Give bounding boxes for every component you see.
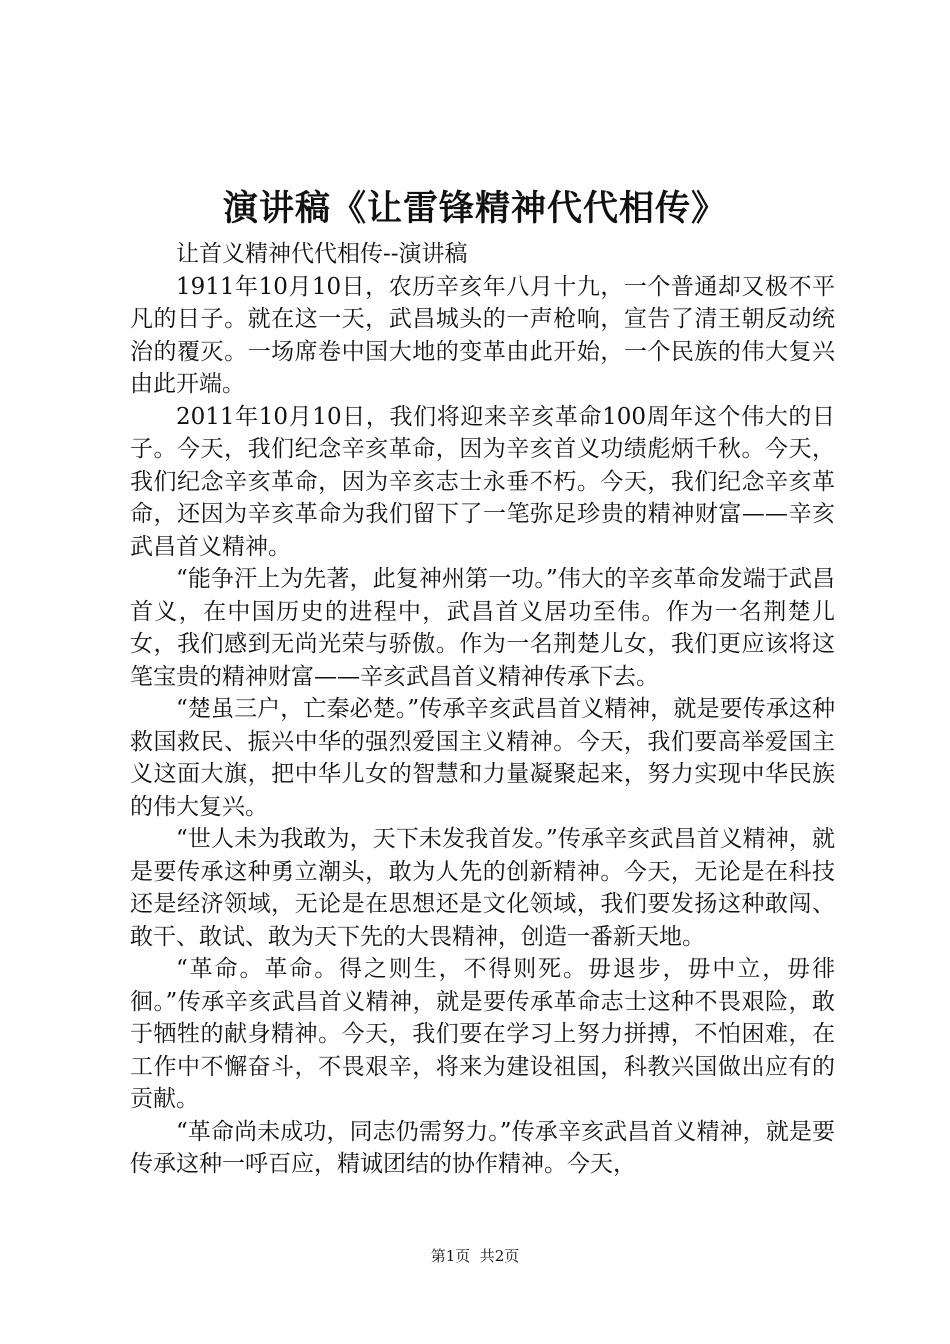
subtitle-line: 让首义精神代代相传--演讲稿 <box>176 241 468 267</box>
document-body <box>130 238 835 1181</box>
page-footer <box>0 1246 950 1266</box>
paragraph: “楚虽三户，亡秦必楚。”传承辛亥武昌首义精神，就是要传承这种救国救民、振兴中华的强烈爱国主义精神。今天，我们要高举爱国主义这面大旗，把中华儿女的智慧和力量凝聚起来，努力实现中华民族的伟大复兴。 <box>130 696 835 820</box>
page-number: 第1页 共2页 <box>430 1247 520 1265</box>
paragraph: 1911年10月10日，农历辛亥年八月十九，一个普通却又极不平凡的日子。就在这一天，武昌城头的一声枪响，宣告了清王朝反动统治的覆灭。一场席卷中国大地的变革由此开始，一个民族的伟大复兴由此开端。 <box>130 273 835 397</box>
paragraph: 2011年10月10日，我们将迎来辛亥革命100周年这个伟大的日子。今天，我们纪念辛亥革命，因为辛亥首义功绩彪炳千秋。今天，我们纪念辛亥革命，因为辛亥志士永垂不朽。今天，我们纪念辛亥革命，还因为辛亥革命为我们留下了一笔弥足珍贵的精神财富——辛亥武昌首义精神。 <box>130 403 835 560</box>
paragraph: “革命尚未成功，同志仍需努力。”传承辛亥武昌首义精神，就是要传承这种一呼百应，精诚团结的协作精神。今天， <box>130 1118 835 1177</box>
paragraph: “能争汗上为先著，此复神州第一功。”伟大的辛亥革命发端于武昌首义，在中国历史的进程中，武昌首义居功至伟。作为一名荆楚儿女，我们感到无尚光荣与骄傲。作为一名荆楚儿女，我们更应该将这笔宝贵的精神财富——辛亥武昌首义精神传承下去。 <box>130 566 835 690</box>
paragraph: “世人未为我敢为，天下未发我首发。”传承辛亥武昌首义精神，就是要传承这种勇立潮头，敢为人先的创新精神。今天，无论是在科技还是经济领域，无论是在思想还是文化领域，我们要发扬这种敢闯、敢干、敢试、敢为天下先的大畏精神，创造一番新天地。 <box>130 826 835 950</box>
document-title: 演讲稿《让雷锋精神代代相传》 <box>222 188 727 229</box>
paragraph: “革命。革命。得之则生，不得则死。毋退步，毋中立，毋徘徊。”传承辛亥武昌首义精神，就是要传承革命志士这种不畏艰险，敢于牺牲的献身精神。今天，我们要在学习上努力拼搏，不怕困难，在工作中不懈奋斗，不畏艰辛，将来为建设祖国，科教兴国做出应有的贡献。 <box>130 956 835 1112</box>
